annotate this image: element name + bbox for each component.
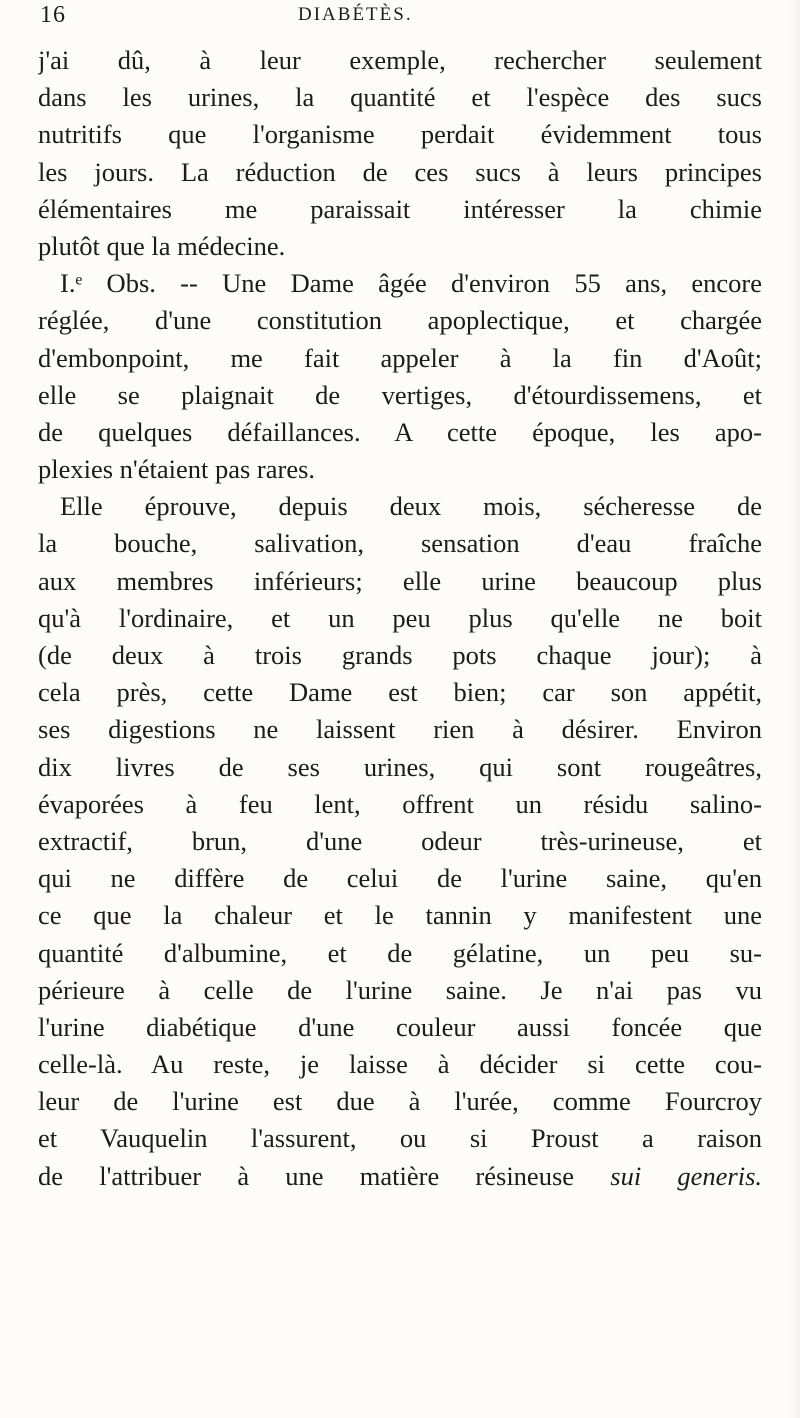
page-number: 16 — [40, 2, 66, 28]
text-line: plutôt que la médecine. — [38, 230, 286, 261]
text-line: ce que la chaleur et le tannin y manifestent une — [38, 900, 762, 931]
text-line: réglée, d'une constitution apoplectique, et chargée — [38, 305, 762, 336]
text-line: ses digestions ne laissent rien à désirer. Environ — [38, 714, 762, 745]
text-line: la bouche, salivation, sensation d'eau fraîche — [38, 528, 762, 559]
text-line: l'urine diabétique d'une couleur aussi foncée que — [38, 1011, 762, 1042]
page-header — [40, 2, 760, 38]
text-line: j'ai dû, à leur exemple, rechercher seulement — [38, 45, 762, 75]
text-line: dix livres de ses urines, qui sont rougeâtres, — [38, 751, 762, 782]
text-line: les jours. La réduction de ces sucs à leurs principes — [38, 156, 762, 187]
text-line: plexies n'étaient pas rares. — [38, 454, 316, 485]
text-line: elle se plaignait de vertiges, d'étourdissemens, et — [38, 379, 762, 410]
body-text — [38, 42, 762, 1195]
running-head: DIABÉTÈS. — [298, 4, 413, 25]
text-line: extractif, brun, d'une odeur très-urineuse, et — [38, 825, 762, 856]
page-edge-shadow — [790, 0, 800, 1418]
text-line: Elle éprouve, depuis deux mois, sécheresse de — [60, 491, 762, 522]
text-line: et Vauquelin l'assurent, ou si Proust a raison — [38, 1123, 762, 1154]
latin-phrase: sui generis. — [610, 1160, 762, 1191]
text-line: de quelques défaillances. A cette époque, les apo- — [38, 416, 762, 447]
text-line: leur de l'urine est due à l'urée, comme Fourcroy — [38, 1086, 762, 1117]
observation-heading-line: I.ᵉ Obs. -- Une Dame âgée d'environ 55 ans, encore — [60, 268, 762, 299]
text-line: périeure à celle de l'urine saine. Je n'ai pas vu — [38, 974, 762, 1005]
text-line: cela près, cette Dame est bien; car son appétit, — [38, 677, 762, 708]
text-line-final — [38, 1158, 762, 1195]
text-line: d'embonpoint, me fait appeler à la fin d'Août; — [38, 342, 762, 373]
text-line: quantité d'albumine, et de gélatine, un peu su- — [38, 937, 762, 968]
text-line: qu'à l'ordinaire, et un peu plus qu'elle ne boit — [38, 602, 762, 633]
text-line: qui ne diffère de celui de l'urine saine, qu'en — [38, 863, 762, 894]
text-line: élémentaires me paraissait intéresser la chimie — [38, 193, 762, 224]
text-line: (de deux à trois grands pots chaque jour); à — [38, 640, 762, 670]
text-line: évaporées à feu lent, offrent un résidu salino- — [38, 788, 762, 819]
text-line: celle-là. Au reste, je laisse à décider si cette cou- — [38, 1049, 762, 1080]
text-line: nutritifs que l'organisme perdait évidemment tous — [38, 119, 762, 150]
final-line-text: de l'attribuer à une matière résineuse — [38, 1160, 575, 1191]
text-line: dans les urines, la quantité et l'espèce des sucs — [38, 82, 762, 113]
text-line: aux membres inférieurs; elle urine beaucoup plus — [38, 565, 762, 596]
